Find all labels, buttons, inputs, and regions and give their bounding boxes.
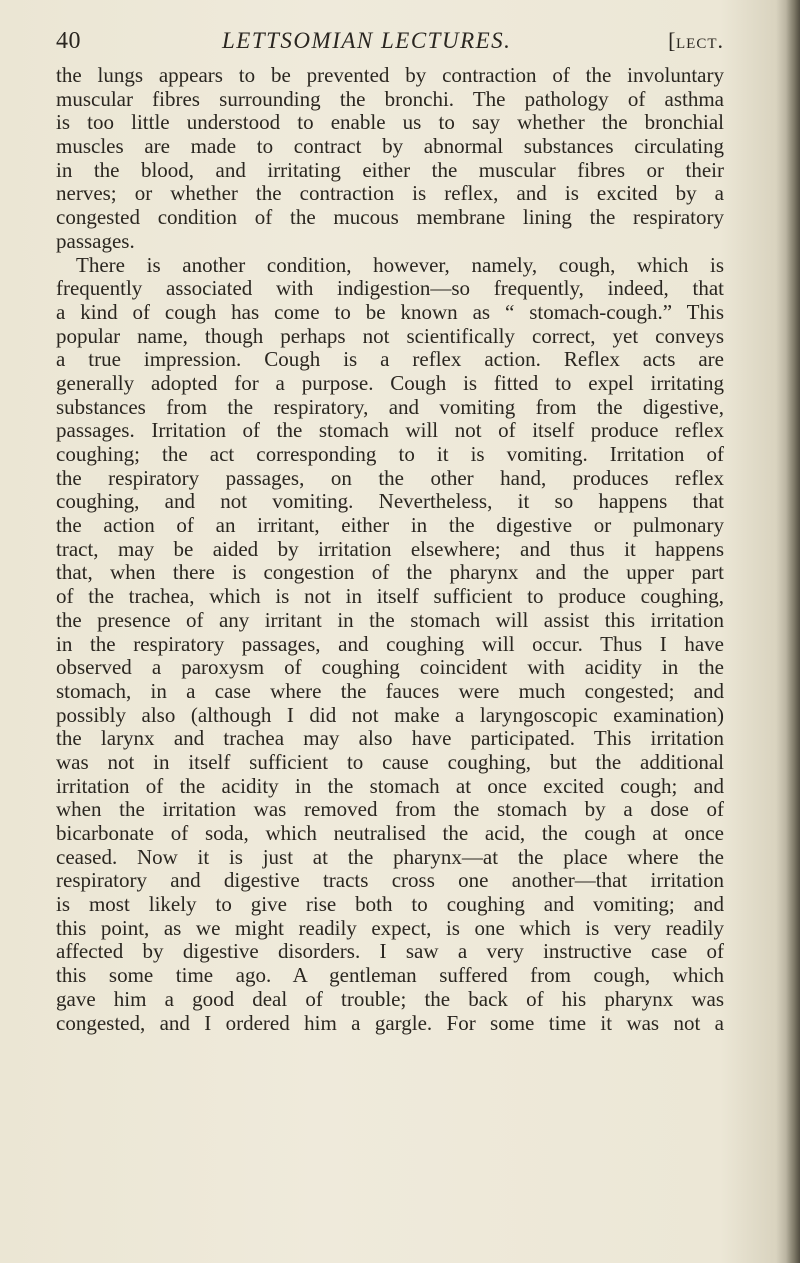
text-line: popular name, though perhaps not scientifically correct, yet conveys	[56, 323, 724, 348]
text-line: coughing, and not vomiting. Nevertheless, it so happens that	[56, 489, 724, 514]
text-line: nerves; or whether the contraction is reflex, and is excited by a	[56, 181, 724, 206]
running-section	[668, 28, 724, 54]
text-line: is too little understood to enable us to say whether the bronchial	[56, 110, 724, 135]
text-line: of the trachea, which is not in itself sufficient to produce coughing,	[56, 584, 724, 609]
text-line: in the blood, and irritating either the muscular fibres or their	[56, 157, 724, 182]
text-line: gave him a good deal of trouble; the back of his pharynx was	[56, 986, 724, 1011]
text-line: the lungs appears to be prevented by contraction of the involuntary	[56, 63, 724, 87]
text-line: a kind of cough has come to be known as “ stomach-cough.” This	[56, 299, 724, 324]
text-line: was not in itself sufficient to cause coughing, but the additional	[56, 749, 724, 774]
text-line: that, when there is congestion of the pharynx and the upper part	[56, 560, 724, 585]
page-number: 40	[56, 28, 81, 54]
text-line: this point, as we might readily expect, is one which is very readily	[56, 915, 724, 940]
text-line: this some time ago. A gentleman suffered from cough, which	[56, 963, 724, 988]
page-edge-shadow	[786, 0, 800, 1263]
text-line: the action of an irritant, either in the digestive or pulmonary	[56, 513, 724, 538]
running-header	[56, 24, 724, 58]
running-title: LETTSOMIAN LECTURES.	[222, 28, 512, 53]
body-text	[56, 64, 724, 1035]
text-line: coughing; the act corresponding to it is vomiting. Irritation of	[56, 442, 724, 466]
section-bracket: [	[668, 28, 676, 53]
text-line: muscles are made to contract by abnormal substances circulating	[56, 134, 724, 159]
text-line: generally adopted for a purpose. Cough is fitted to expel irritating	[56, 370, 724, 395]
text-line: substances from the respiratory, and vomiting from the digestive,	[56, 394, 724, 419]
text-line: tract, may be aided by irritation elsewhere; and thus it happens	[56, 536, 724, 561]
text-line: is most likely to give rise both to coughing and vomiting; and	[56, 892, 724, 917]
text-line: the larynx and trachea may also have participated. This irritation	[56, 726, 724, 751]
text-line: passages.	[56, 228, 135, 253]
text-line: respiratory and digestive tracts cross one another—that irritation	[56, 868, 724, 893]
text-line: observed a paroxysm of coughing coincident with acidity in the	[56, 655, 724, 680]
text-line: when the irritation was removed from the stomach by a dose of	[56, 797, 724, 822]
text-line: frequently associated with indigestion—so frequently, indeed, that	[56, 276, 724, 301]
text-line: irritation of the acidity in the stomach at once excited cough; and	[56, 773, 724, 798]
text-line: ceased. Now it is just at the pharynx—at the place where the	[56, 844, 724, 869]
text-line: stomach, in a case where the fauces were much congested; and	[56, 678, 724, 703]
text-line: congested, and I ordered him a gargle. For some time it was not a	[56, 1010, 724, 1035]
text-line: congested condition of the mucous membrane lining the respiratory	[56, 205, 724, 230]
text-line: possibly also (although I did not make a laryngoscopic examination)	[56, 702, 724, 727]
text-line: passages. Irritation of the stomach will not of itself produce reflex	[56, 418, 724, 443]
text-line: affected by digestive disorders. I saw a very instructive case of	[56, 939, 724, 964]
text-line: bicarbonate of soda, which neutralised the acid, the cough at once	[56, 821, 724, 845]
text-line: in the respiratory passages, and coughing will occur. Thus I have	[56, 631, 724, 656]
text-line: the respiratory passages, on the other hand, produces reflex	[56, 465, 724, 490]
section-label: lect.	[676, 28, 724, 53]
text-line: muscular fibres surrounding the bronchi. The pathology of asthma	[56, 86, 724, 111]
text-line: the presence of any irritant in the stomach will assist this irritation	[56, 607, 724, 632]
text-line: a true impression. Cough is a reflex action. Reflex acts are	[56, 347, 724, 372]
text-line: There is another condition, however, namely, cough, which is	[76, 252, 724, 277]
